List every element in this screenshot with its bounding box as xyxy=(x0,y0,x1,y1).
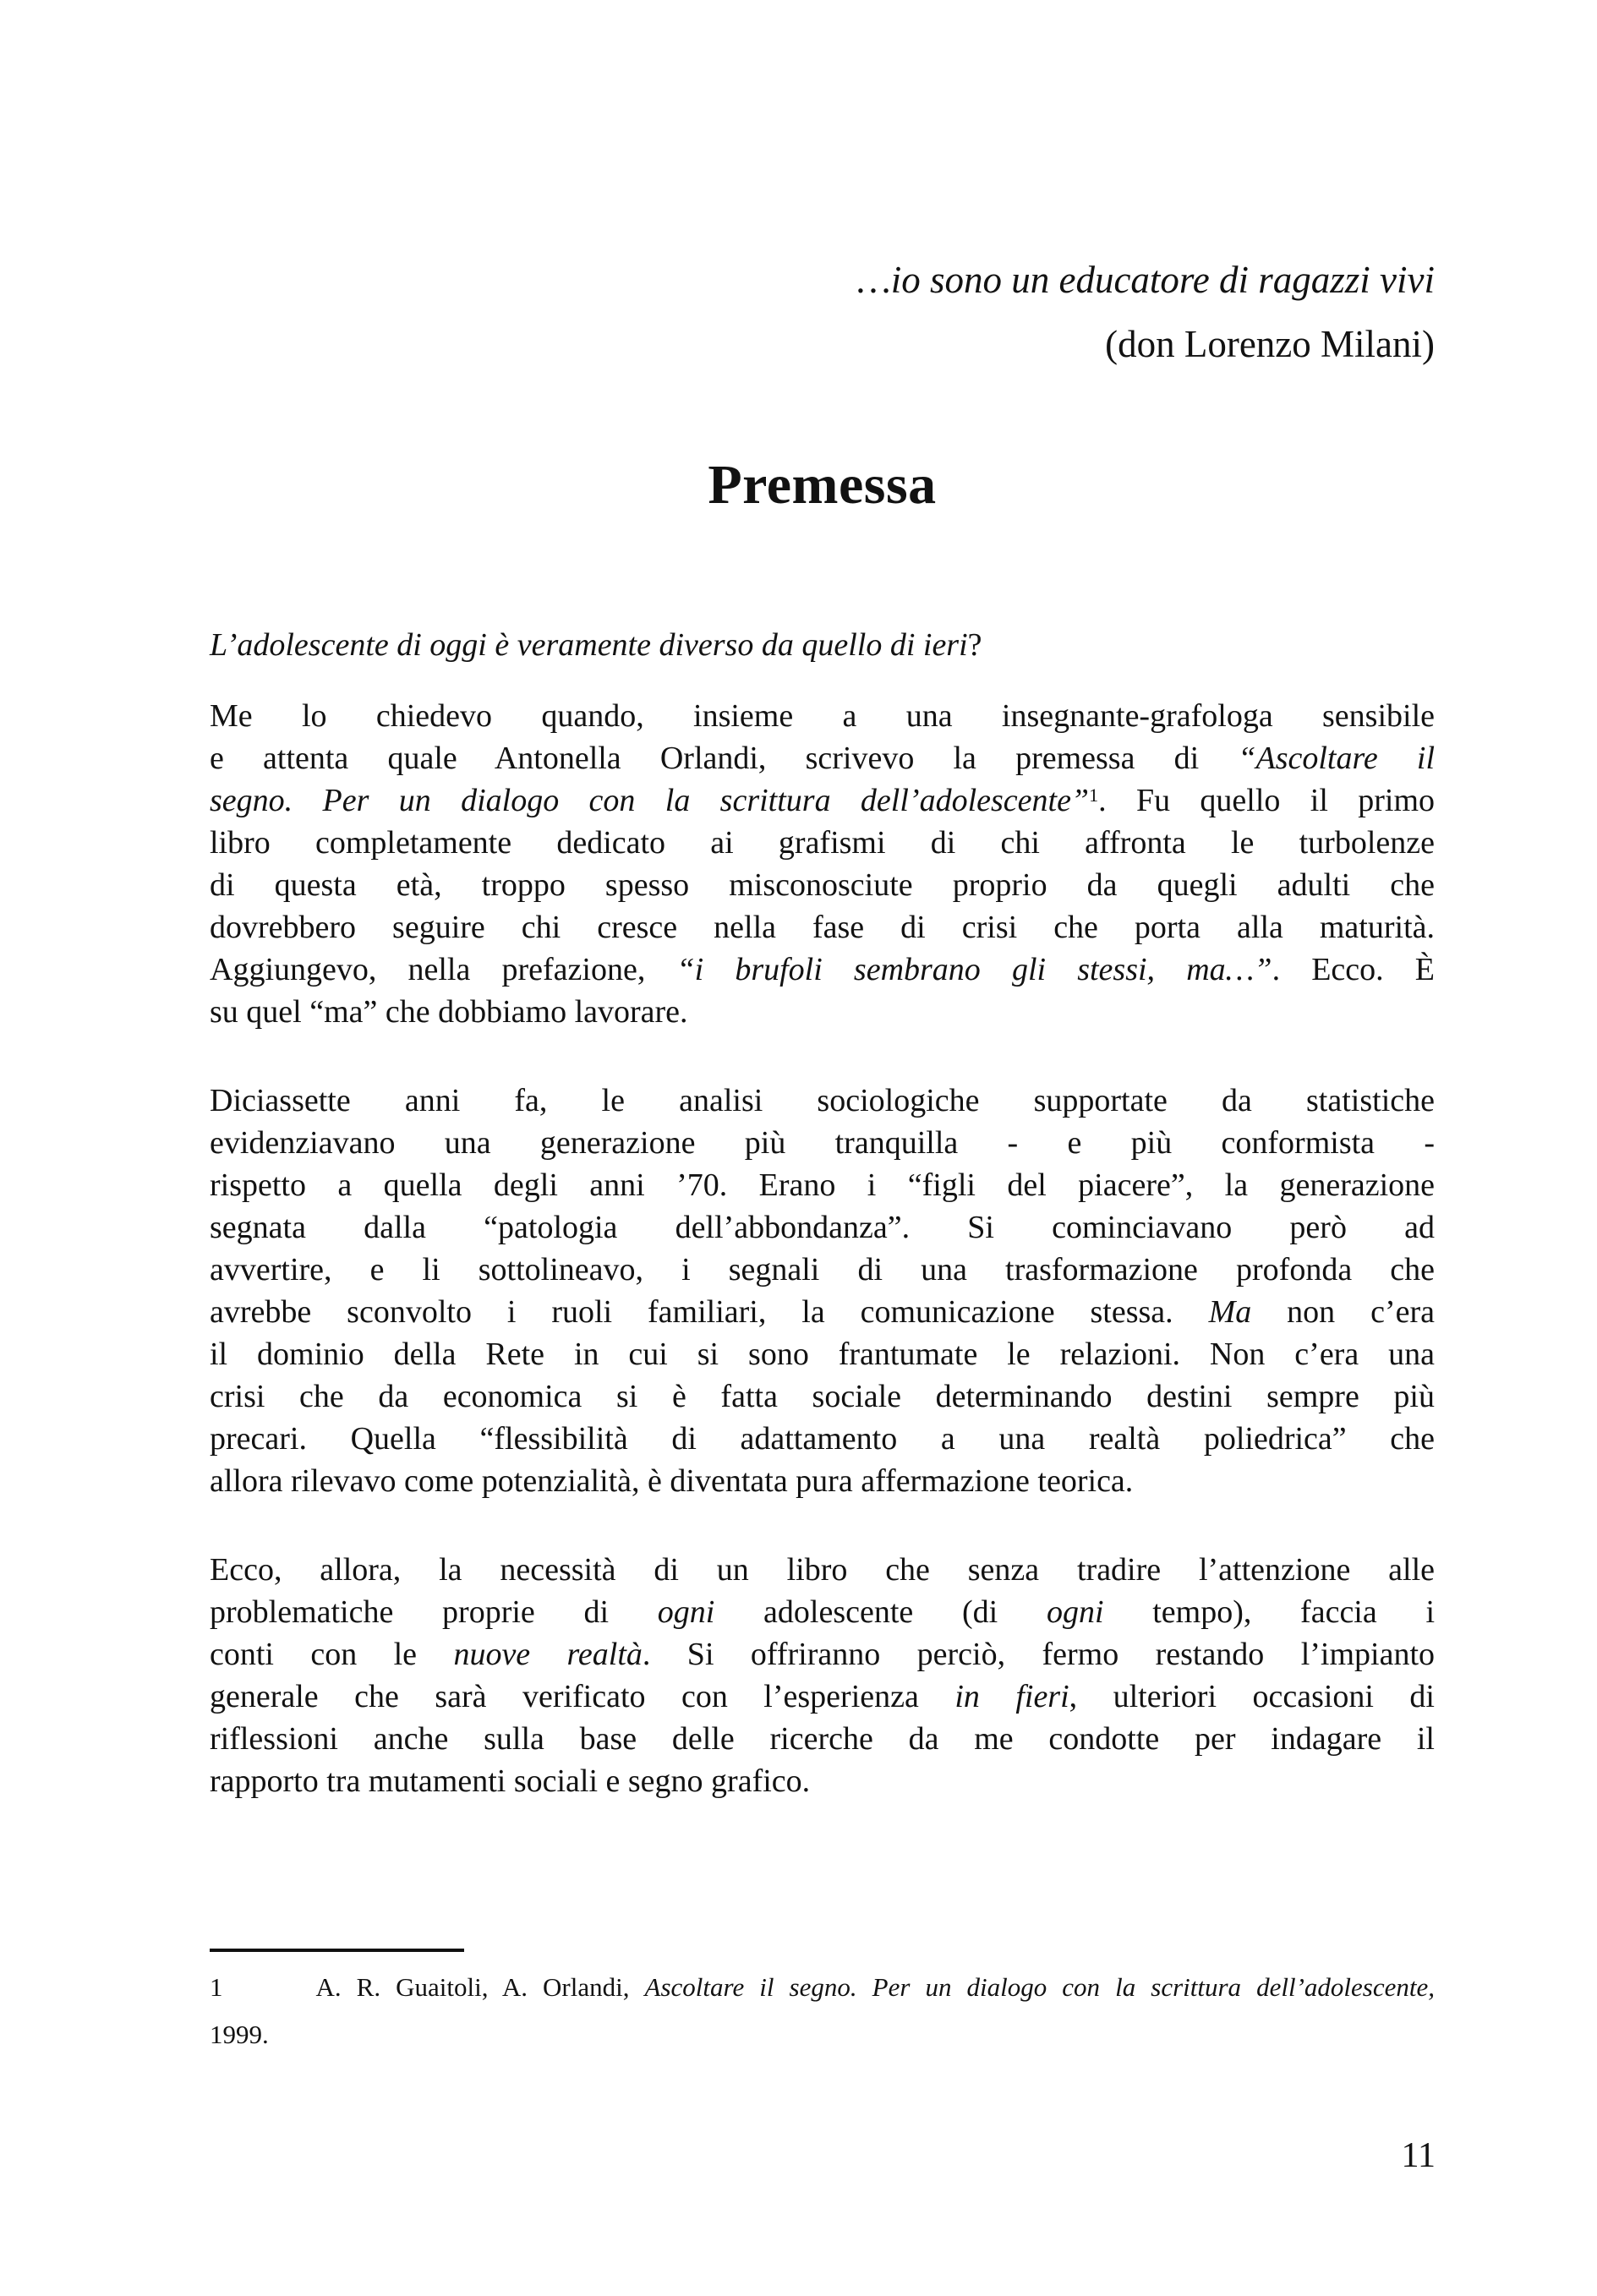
text-run: su quel “ma” che dobbiamo lavorare. xyxy=(210,994,688,1030)
footnote-reference: 1 xyxy=(1089,784,1099,806)
text-run: precari. Quella “flessibilità di adattamento a una realtà poliedrica” che xyxy=(210,1421,1435,1457)
text-run: di questa età, troppo spesso misconosciute proprio da quegli adulti che xyxy=(210,867,1435,903)
text-line xyxy=(210,864,1435,906)
text-line xyxy=(210,1206,1435,1249)
text-run: generale che sarà verificato con l’esperienza xyxy=(210,1679,955,1714)
text-line xyxy=(210,1164,1435,1206)
text-run: , ulteriori occasioni di xyxy=(1069,1679,1435,1714)
text-run: adolescente (di xyxy=(714,1594,1047,1630)
chapter-title: Premessa xyxy=(708,454,937,516)
text-line xyxy=(210,822,1435,864)
text-run: . Si offriranno perciò, fermo restando l’impianto xyxy=(642,1637,1436,1672)
italic-run: Ma xyxy=(1208,1294,1252,1330)
italic-run: in fieri xyxy=(954,1679,1069,1714)
text-line xyxy=(210,1291,1435,1333)
text-run: non c’era xyxy=(1251,1294,1435,1330)
text-run: problematiche proprie di xyxy=(210,1594,658,1630)
text-run: libro completamente dedicato ai grafismi di chi affronta le turbolenze xyxy=(210,825,1435,861)
text-run: riflessioni anche sulla base delle ricerche da me condotte per indagare il xyxy=(210,1721,1435,1757)
text-line xyxy=(210,2011,1435,2058)
text-run: rispetto a quella degli anni ’70. Erano i “figli del piacere”, la generazione xyxy=(210,1167,1435,1203)
text-run: . Fu quello il primo xyxy=(1098,783,1436,818)
text-run: rapporto tra mutamenti sociali e segno grafico. xyxy=(210,1763,811,1799)
text-line xyxy=(210,1460,1435,1502)
text-line xyxy=(210,1676,1435,1718)
text-run: crisi che da economica si è fatta sociale determinando destini sempre più xyxy=(210,1379,1435,1414)
epigraph-attribution: (don Lorenzo Milani) xyxy=(1105,323,1435,365)
text-run: il dominio della Rete in cui si sono frantumate le relazioni. Non c’era una xyxy=(210,1337,1435,1372)
page-number: 11 xyxy=(1401,2136,1436,2175)
text-run: A. R. Guaitoli, A. Orlandi, xyxy=(315,1972,645,2002)
italic-run: Ascoltare il segno. Per un dialogo con la scrittura dell’adolescente, xyxy=(644,1972,1435,2002)
text-run: avvertire, e li sottolineavo, i segnali di una trasformazione profonda che xyxy=(210,1252,1435,1287)
text-line xyxy=(210,1760,1435,1802)
text-line xyxy=(210,991,1435,1033)
italic-run: nuove realtà xyxy=(453,1637,643,1672)
italic-run: segno. Per un dialogo con la scrittura dell’adolescente” xyxy=(210,783,1090,818)
text-line xyxy=(210,779,1435,822)
page-content xyxy=(210,0,1435,1802)
text-line xyxy=(210,1549,1435,1591)
text-run: 1999. xyxy=(210,2020,269,2049)
text-run: . Ecco. È xyxy=(1272,952,1436,987)
text-run: 1 xyxy=(210,1972,223,2002)
text-line xyxy=(210,1375,1435,1418)
text-run: avrebbe sconvolto i ruoli familiari, la comunicazione stessa. xyxy=(210,1294,1209,1330)
text-line xyxy=(210,1418,1435,1460)
paragraph-2 xyxy=(210,1080,1435,1502)
text-run: conti con le xyxy=(210,1637,454,1672)
text-run: tempo), faccia i xyxy=(1103,1594,1436,1630)
paragraph-1 xyxy=(210,695,1435,1033)
italic-run: L’adolescente di oggi è veramente diverso da quello di ieri xyxy=(210,627,968,663)
opening-question xyxy=(210,624,1435,666)
text-run: dovrebbero seguire chi cresce nella fase di crisi che porta alla maturità. xyxy=(210,910,1435,945)
text-line xyxy=(210,624,1435,666)
text-line xyxy=(210,1333,1435,1375)
text-line xyxy=(210,1718,1435,1760)
text-line xyxy=(210,906,1435,948)
epigraph-quote: …io sono un educatore di ragazzi vivi xyxy=(856,259,1435,301)
text-run: Ecco, allora, la necessità di un libro che senza tradire l’attenzione alle xyxy=(210,1552,1435,1588)
text-line xyxy=(210,737,1435,779)
footnote-separator-rule xyxy=(210,1949,464,1952)
text-line xyxy=(210,1122,1435,1164)
text-line xyxy=(210,1080,1435,1122)
text-run: allora rilevavo come potenzialità, è diventata pura affermazione teorica. xyxy=(210,1463,1134,1499)
text-run: Diciassette anni fa, le analisi sociologiche supportate da statistiche xyxy=(210,1083,1435,1118)
text-line xyxy=(210,1249,1435,1291)
text-line xyxy=(210,695,1435,737)
italic-run: “Ascoltare il xyxy=(1238,741,1435,776)
text-run: ? xyxy=(967,627,982,663)
text-line xyxy=(210,1964,1435,2011)
text-line xyxy=(210,1633,1435,1676)
text-run: e attenta quale Antonella Orlandi, scrivevo la premessa di xyxy=(210,741,1239,776)
italic-run: ogni xyxy=(1046,1594,1104,1630)
text-line xyxy=(210,948,1435,991)
footnote xyxy=(210,1964,1435,2058)
text-run: Aggiungevo, nella prefazione, xyxy=(210,952,677,987)
italic-run: ogni xyxy=(657,1594,715,1630)
text-run: Me lo chiedevo quando, insieme a una insegnante-grafologa sensibile xyxy=(210,698,1435,734)
text-line xyxy=(210,1591,1435,1633)
epigraph xyxy=(210,0,1435,368)
italic-run: “i brufoli sembrano gli stessi, ma…” xyxy=(676,952,1272,987)
text-run: evidenziavano una generazione più tranquilla - e più conformista - xyxy=(210,1125,1435,1161)
paragraph-3 xyxy=(210,1549,1435,1802)
text-run: segnata dalla “patologia dell’abbondanza”. Si cominciavano però ad xyxy=(210,1210,1435,1245)
